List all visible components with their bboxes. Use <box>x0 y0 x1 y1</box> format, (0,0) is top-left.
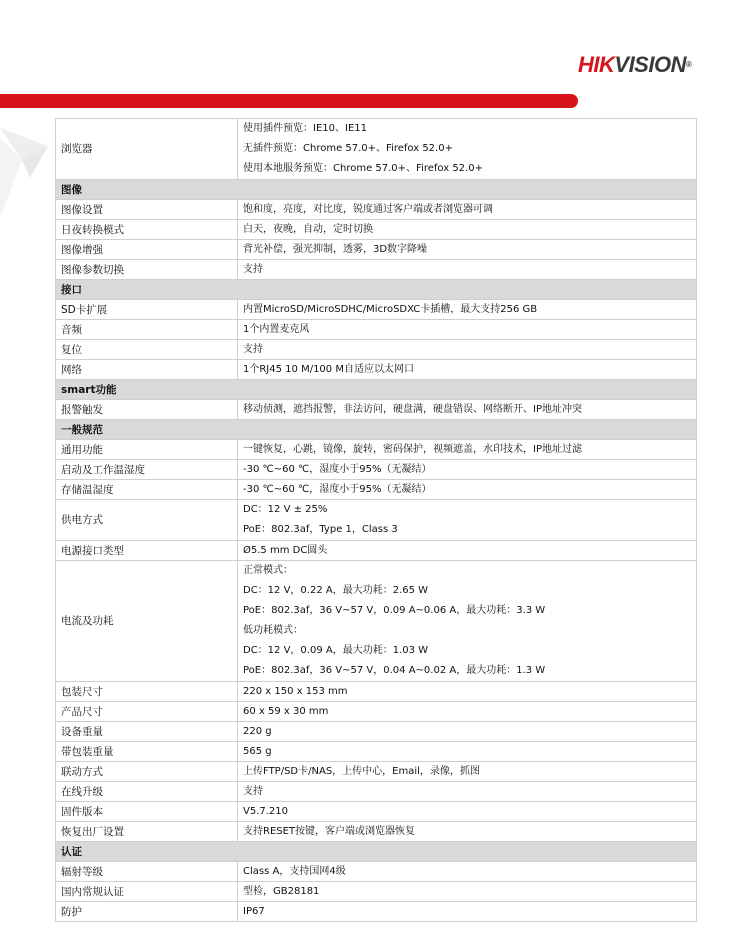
spec-value-line: DC：12 V ± 25% <box>243 504 328 515</box>
spec-label: 浏览器 <box>56 119 238 180</box>
spec-value <box>238 400 697 420</box>
spec-label: 存储温湿度 <box>56 480 238 500</box>
spec-value <box>238 320 697 340</box>
spec-row <box>56 782 697 802</box>
spec-value <box>238 742 697 762</box>
spec-row <box>56 260 697 280</box>
spec-row <box>56 762 697 782</box>
spec-row <box>56 722 697 742</box>
spec-value-line: 支持 <box>243 263 263 275</box>
spec-row <box>56 300 697 320</box>
spec-label: 固件版本 <box>56 802 238 822</box>
spec-label: 报警触发 <box>56 400 238 420</box>
spec-row <box>56 320 697 340</box>
spec-value-line: 565 g <box>243 745 272 757</box>
section-header-row <box>56 180 697 200</box>
spec-value-line: 支持 <box>243 343 263 355</box>
section-title: 接口 <box>56 280 697 300</box>
spec-value <box>238 702 697 722</box>
spec-label: 复位 <box>56 340 238 360</box>
spec-value <box>238 862 697 882</box>
spec-value-line: 支持RESET按键，客户端或浏览器恢复 <box>243 825 416 837</box>
section-header-row <box>56 280 697 300</box>
spec-row <box>56 822 697 842</box>
section-title: smart功能 <box>56 380 697 400</box>
spec-row <box>56 802 697 822</box>
spec-label: 启动及工作温湿度 <box>56 460 238 480</box>
spec-value <box>238 500 697 541</box>
spec-row <box>56 902 697 922</box>
spec-value-line: 型检，GB28181 <box>243 885 320 897</box>
spec-row <box>56 882 697 902</box>
spec-value <box>238 782 697 802</box>
spec-row <box>56 500 697 541</box>
spec-row <box>56 480 697 500</box>
section-header-row <box>56 420 697 440</box>
spec-row <box>56 240 697 260</box>
spec-label: 供电方式 <box>56 500 238 541</box>
spec-value <box>238 561 697 682</box>
spec-value-line: 使用本地服务预览：Chrome 57.0+、Firefox 52.0+ <box>243 163 483 174</box>
spec-row <box>56 541 697 561</box>
spec-label: 网络 <box>56 360 238 380</box>
spec-value-line: -30 ℃~60 ℃，湿度小于95%（无凝结） <box>243 483 432 495</box>
spec-value <box>238 300 697 320</box>
spec-value <box>238 360 697 380</box>
spec-value-line: 使用插件预览：IE10、IE11 <box>243 123 367 134</box>
spec-label: 音频 <box>56 320 238 340</box>
spec-value-line: V5.7.210 <box>243 805 289 817</box>
spec-value-line: 移动侦测，遮挡报警，非法访问，硬盘满，硬盘错误、网络断开、IP地址冲突 <box>243 403 582 415</box>
spec-value <box>238 882 697 902</box>
spec-value <box>238 200 697 220</box>
spec-label: 图像设置 <box>56 200 238 220</box>
spec-value-line: 背光补偿，强光抑制，透雾，3D数字降噪 <box>243 243 428 255</box>
spec-label: 通用功能 <box>56 440 238 460</box>
spec-value-line: DC：12 V，0.09 A，最大功耗：1.03 W <box>243 645 429 656</box>
spec-value <box>238 822 697 842</box>
spec-value-line: 60 x 59 x 30 mm <box>243 705 329 717</box>
spec-value-line: 白天，夜晚，自动，定时切换 <box>243 223 373 235</box>
spec-label: 在线升级 <box>56 782 238 802</box>
spec-row <box>56 200 697 220</box>
spec-value <box>238 220 697 240</box>
spec-value-line: 正常模式： <box>243 565 293 576</box>
spec-row <box>56 561 697 682</box>
spec-label: 图像参数切换 <box>56 260 238 280</box>
spec-value <box>238 802 697 822</box>
spec-value-line: 220 x 150 x 153 mm <box>243 685 348 697</box>
header-red-bar <box>0 94 578 108</box>
spec-table-body <box>56 119 697 922</box>
spec-label: 辐射等级 <box>56 862 238 882</box>
spec-value <box>238 480 697 500</box>
spec-label: 图像增强 <box>56 240 238 260</box>
spec-value-line: 无插件预览：Chrome 57.0+、Firefox 52.0+ <box>243 143 453 154</box>
spec-label: SD卡扩展 <box>56 300 238 320</box>
spec-label: 防护 <box>56 902 238 922</box>
spec-label: 包装尺寸 <box>56 682 238 702</box>
spec-table <box>55 118 697 922</box>
spec-value <box>238 440 697 460</box>
section-header-row <box>56 842 697 862</box>
spec-label: 设备重量 <box>56 722 238 742</box>
spec-label: 产品尺寸 <box>56 702 238 722</box>
spec-value-line: 饱和度，亮度，对比度，锐度通过客户端或者浏览器可调 <box>243 203 493 215</box>
spec-label: 电流及功耗 <box>56 561 238 682</box>
spec-value-line: PoE：802.3af，Type 1，Class 3 <box>243 524 398 535</box>
spec-label: 电源接口类型 <box>56 541 238 561</box>
spec-row <box>56 360 697 380</box>
section-header-row <box>56 380 697 400</box>
spec-value-line: 1个RJ45 10 M/100 M自适应以太网口 <box>243 363 414 375</box>
spec-value-line: 220 g <box>243 725 272 737</box>
logo-registered-mark: ® <box>685 60 692 69</box>
spec-label: 联动方式 <box>56 762 238 782</box>
spec-row <box>56 862 697 882</box>
spec-value <box>238 240 697 260</box>
spec-label: 恢复出厂设置 <box>56 822 238 842</box>
spec-label: 国内常规认证 <box>56 882 238 902</box>
spec-value-line: IP67 <box>243 905 265 917</box>
spec-value-line: Ø5.5 mm DC圆头 <box>243 544 328 556</box>
spec-value-line: 内置MicroSD/MicroSDHC/MicroSDXC卡插槽，最大支持256 GB <box>243 303 538 315</box>
logo-vision-text: VISION <box>614 52 686 77</box>
spec-row <box>56 682 697 702</box>
hikvision-logo <box>578 52 691 78</box>
spec-label: 日夜转换模式 <box>56 220 238 240</box>
spec-value-line: 上传FTP/SD卡/NAS，上传中心，Email，录像，抓图 <box>243 765 480 777</box>
spec-value-line: Class A，支持国网4级 <box>243 865 346 877</box>
spec-row <box>56 400 697 420</box>
spec-row <box>56 702 697 722</box>
section-title: 一般规范 <box>56 420 697 440</box>
spec-row <box>56 440 697 460</box>
spec-row <box>56 220 697 240</box>
spec-value <box>238 762 697 782</box>
logo-hik-text: HIK <box>578 52 615 77</box>
spec-value <box>238 119 697 180</box>
section-title: 图像 <box>56 180 697 200</box>
section-title: 认证 <box>56 842 697 862</box>
spec-value <box>238 541 697 561</box>
spec-value-line: PoE：802.3af，36 V~57 V，0.04 A~0.02 A，最大功耗：1.3 W <box>243 665 546 676</box>
spec-value <box>238 340 697 360</box>
spec-value-line: 一键恢复，心跳，镜像，旋转，密码保护，视频遮盖，水印技术，IP地址过滤 <box>243 443 582 455</box>
spec-value-line: 支持 <box>243 785 263 797</box>
spec-value <box>238 902 697 922</box>
spec-row <box>56 460 697 480</box>
spec-value <box>238 682 697 702</box>
spec-value-line: DC：12 V，0.22 A，最大功耗：2.65 W <box>243 585 429 596</box>
spec-row <box>56 742 697 762</box>
spec-value-line: 低功耗模式： <box>243 625 303 636</box>
spec-value <box>238 260 697 280</box>
spec-value-line: 1个内置麦克风 <box>243 323 310 335</box>
spec-value <box>238 460 697 480</box>
spec-row <box>56 119 697 180</box>
spec-row <box>56 340 697 360</box>
spec-value-line: PoE：802.3af，36 V~57 V，0.09 A~0.06 A，最大功耗：3.3 W <box>243 605 546 616</box>
spec-label: 带包装重量 <box>56 742 238 762</box>
spec-value-line: -30 ℃~60 ℃，湿度小于95%（无凝结） <box>243 463 432 475</box>
spec-value <box>238 722 697 742</box>
